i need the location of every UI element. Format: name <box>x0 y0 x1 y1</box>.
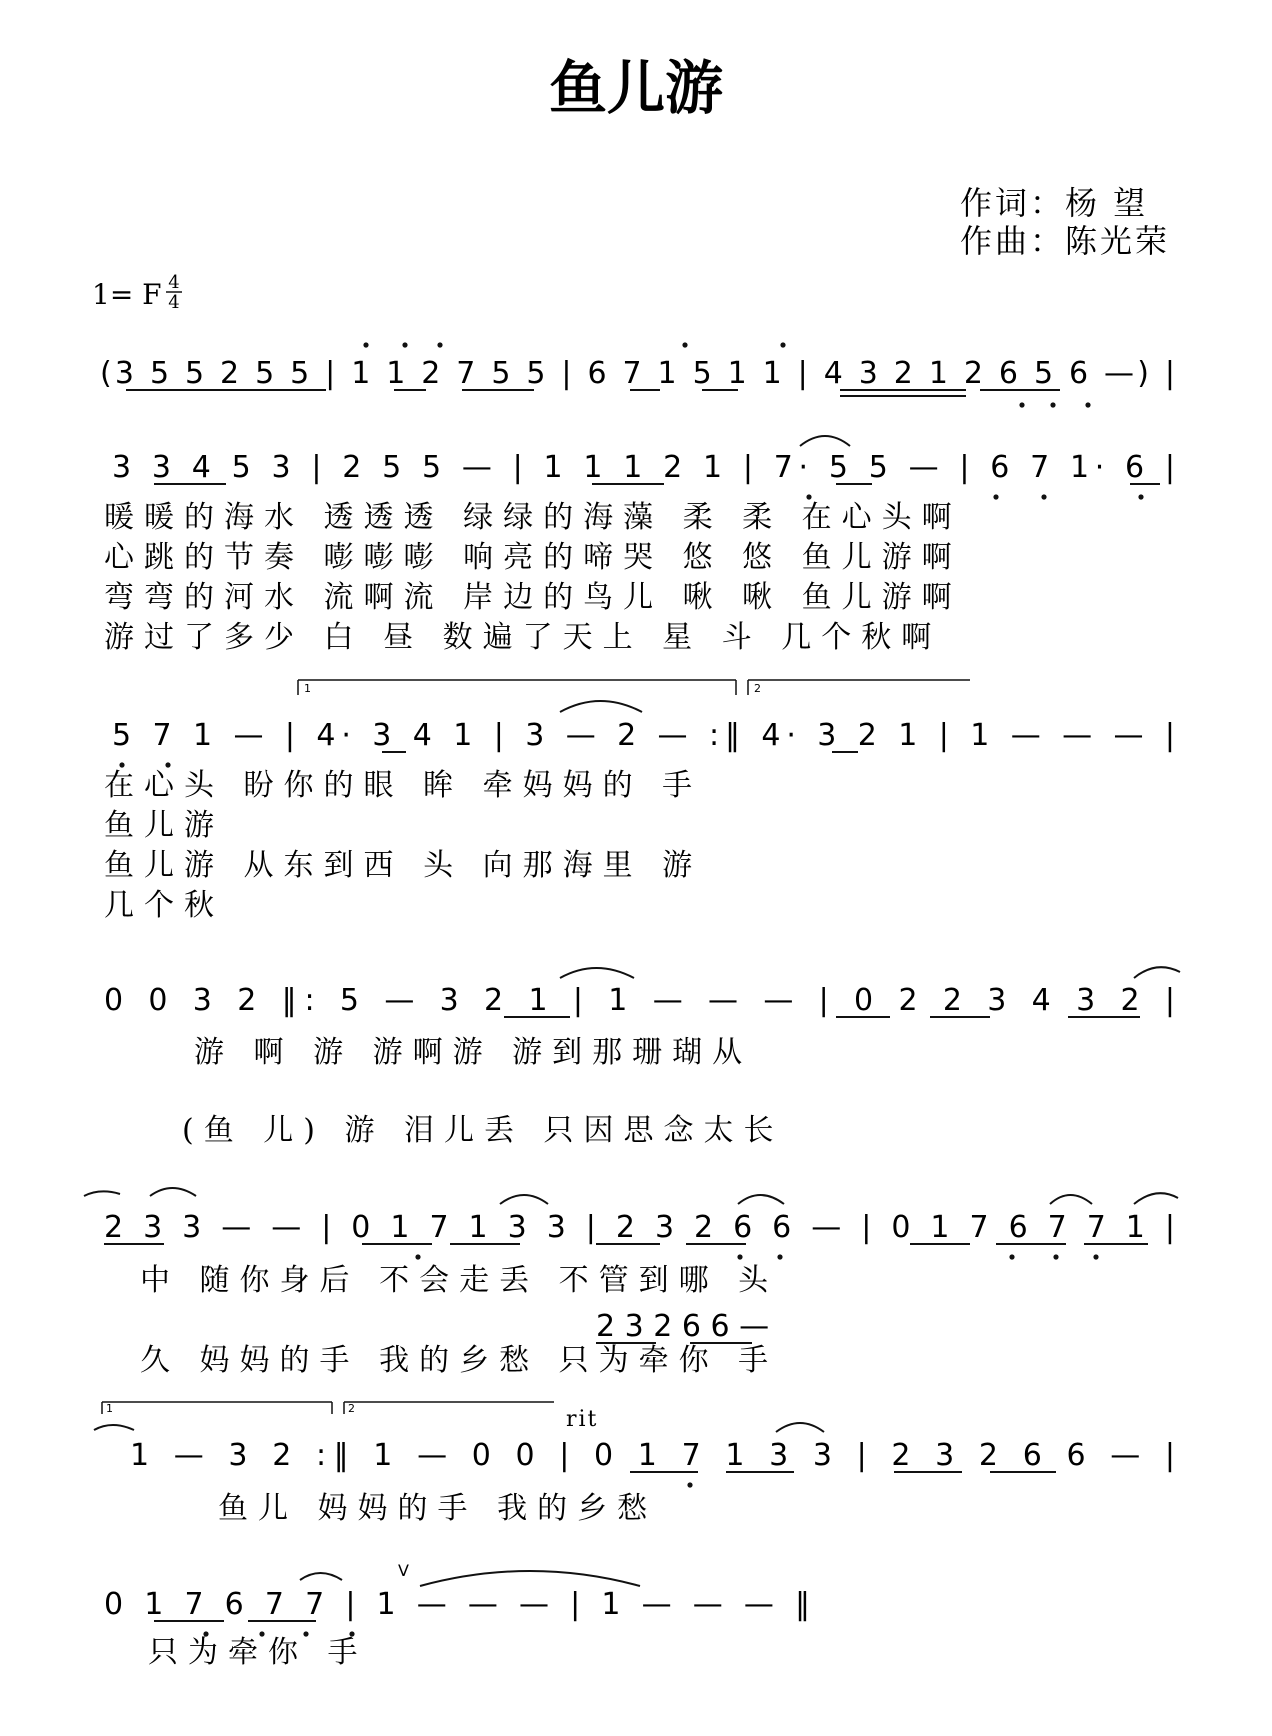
volta-1b: 1 <box>106 1402 113 1415</box>
system-3-lyric-3: 鱼儿游 从东到西 头 向那海里 游 <box>104 848 703 883</box>
key-signature: 1= F <box>92 278 162 311</box>
system-5 <box>84 1188 1178 1378</box>
system-4-lyric-2: (鱼 儿) 游 泪儿丢 只因思念太长 <box>182 1113 784 1148</box>
system-3-lyric-1: 在心头 盼你的眼 眸 牵妈妈的 手 <box>104 768 703 803</box>
system-4-lyric-1: 游 啊 游 游啊游 游到那珊瑚从 <box>194 1035 753 1070</box>
lyricist-credit: 作词：杨 望 <box>960 184 1149 222</box>
system-3-notes: 5 7 1 — | 4· 3 4 1 | 3 — 2 — :‖ 4· 3 2 1 | 1 — — — | <box>112 718 1176 753</box>
system-6-notes: 1 — 3 2 :‖ 1 — 0 0 | 0 1 7 1 3 3 | 2 3 2 6 6 — | <box>130 1438 1175 1473</box>
system-3-lyric-2: 鱼儿游 <box>104 808 224 843</box>
system-5-lyric-2: 久 妈妈的手 我的乡愁 只为牵你 手 <box>140 1343 779 1378</box>
system-2-lyric-2: 心跳的节奏 嘭嘭嘭 响亮的啼哭 悠 悠 鱼儿游啊 <box>104 540 962 575</box>
breath-mark: V <box>398 1561 409 1580</box>
system-5-lyric-1: 中 随你身后 不会走丢 不管到哪 头 <box>140 1263 779 1298</box>
system-3-lyric-4: 几个秋 <box>104 888 224 923</box>
system-1-notes: (3 5 5 2 5 5 | 1 1 2 7 5 5 | 6 7 1 5 1 1 | 4 3 2 1 2 6 5 6 —) | <box>100 356 1175 391</box>
system-6-lyric-1: 鱼儿 妈妈的手 我的乡愁 <box>218 1491 658 1526</box>
system-2-lyric-4: 游过了多少 白 昼 数遍了天上 星 斗 几个秋啊 <box>104 620 942 655</box>
system-7-notes: 0 1 7 6 7 7 | 1 — — — | 1 — — — ‖ <box>104 1587 810 1622</box>
system-2-lyric-1: 暖暖的海水 透透透 绿绿的海藻 柔 柔 在心头啊 <box>104 500 962 535</box>
volta-1: 1 <box>304 682 311 695</box>
system-6 <box>94 1402 1175 1526</box>
time-signature-top: 4 <box>168 272 180 293</box>
system-2 <box>104 436 1175 655</box>
system-7 <box>104 1561 810 1670</box>
rit-marking: rit <box>566 1407 599 1432</box>
time-signature-bottom: 4 <box>168 292 180 313</box>
system-5-alt-notes: 2 3 2 6 6 — <box>596 1309 770 1344</box>
volta-2b: 2 <box>348 1402 355 1415</box>
system-4-notes: 0 0 3 2 ‖: 5 — 3 2 1 | 1 — — — | 0 2 2 3 4 3 2 | <box>104 983 1176 1018</box>
song-title: 鱼儿游 <box>548 54 724 122</box>
system-2-lyric-3: 弯弯的河水 流啊流 岸边的鸟儿 啾 啾 鱼儿游啊 <box>104 580 962 615</box>
system-4 <box>104 967 1180 1148</box>
system-2-notes: 3 3 4 5 3 | 2 5 5 — | 1 1 1 2 1 | 7· 5 5 — | 6 7 1· 6 | <box>112 450 1175 485</box>
system-3 <box>104 680 1175 923</box>
system-1 <box>100 342 1175 407</box>
composer-credit: 作曲：陈光荣 <box>960 222 1171 260</box>
system-7-lyric-1: 只为牵你 手 <box>148 1635 368 1670</box>
system-5-notes: 2 3 3 — — | 0 1 7 1 3 3 | 2 3 2 6 6 — | 0 1 7 6 7 7 1 | <box>104 1210 1175 1245</box>
volta-2: 2 <box>754 682 761 695</box>
